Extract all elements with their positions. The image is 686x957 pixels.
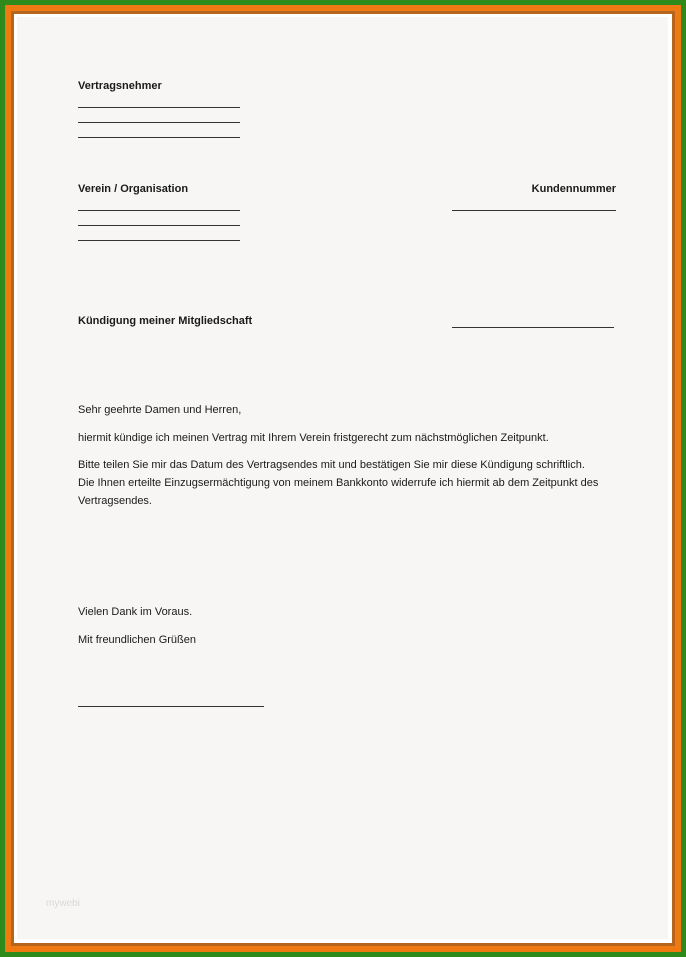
- sender-label: Vertragsnehmer: [78, 80, 162, 92]
- recipient-line-3: [78, 240, 240, 241]
- salutation: Sehr geehrte Damen und Herren,: [78, 404, 242, 416]
- sender-line-3: [78, 137, 240, 138]
- body-paragraph-2-line-2: Die Ihnen erteilte Einzugsermächtigung von meinem Bankkonto widerrufe ich hiermit ab dem Zeitpunkt des: [78, 477, 599, 489]
- body-paragraph-2-line-1: Bitte teilen Sie mir das Datum des Vertragsendes mit und bestätigen Sie mir diese Kündigung schriftlich.: [78, 459, 585, 471]
- recipient-label: Verein / Organisation: [78, 183, 189, 195]
- body-paragraph-1: hiermit kündige ich meinen Vertrag mit Ihrem Verein fristgerecht zum nächstmöglichen Zeitpunkt.: [78, 432, 549, 444]
- date-line: [452, 327, 614, 328]
- closing-thanks: Vielen Dank im Voraus.: [78, 606, 193, 618]
- recipient-line-2: [78, 225, 240, 226]
- customer-number-line: [452, 210, 616, 211]
- body-paragraph-2-line-3: Vertragsendes.: [78, 495, 152, 507]
- watermark-text: mywebi: [46, 898, 80, 909]
- signature-line: [78, 706, 264, 707]
- recipient-line-1: [78, 210, 240, 211]
- sender-line-2: [78, 122, 240, 123]
- closing-regards: Mit freundlichen Grüßen: [78, 634, 196, 646]
- subject-line: Kündigung meiner Mitgliedschaft: [78, 315, 253, 327]
- customer-number-label: Kundennummer: [531, 183, 616, 195]
- sender-line-1: [78, 107, 240, 108]
